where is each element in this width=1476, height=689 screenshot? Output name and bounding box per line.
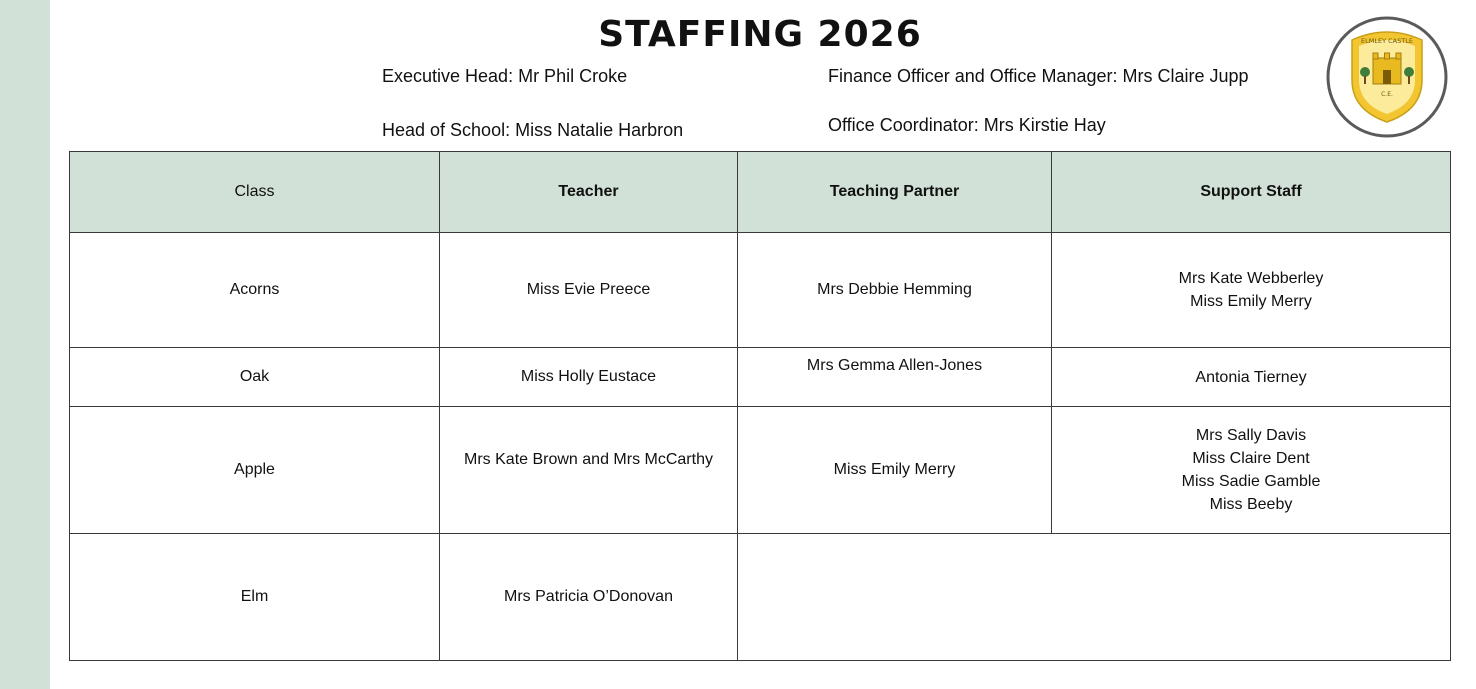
header-support-staff: Support Staff bbox=[1052, 152, 1451, 233]
support-staff-name: Mrs Kate Webberley bbox=[1178, 270, 1324, 287]
logo-subtext: C.E. bbox=[1381, 91, 1393, 98]
head-of-school: Head of School: Miss Natalie Harbron bbox=[382, 120, 684, 140]
cell-support-staff bbox=[1052, 407, 1451, 534]
cell-class: Oak bbox=[70, 348, 440, 407]
cell-teacher: Miss Holly Eustace bbox=[440, 348, 738, 407]
header-class: Class bbox=[70, 152, 440, 233]
table-row bbox=[70, 233, 1451, 348]
support-staff-name: Mrs Sally Davis bbox=[1195, 427, 1307, 444]
cell-support-staff bbox=[1052, 233, 1451, 348]
logo-text: ELMLEY CASTLE bbox=[1361, 37, 1413, 45]
table-row bbox=[70, 534, 1451, 661]
office-coordinator: Office Coordinator: Mrs Kirstie Hay bbox=[828, 115, 1106, 135]
cell-class: Acorns bbox=[70, 233, 440, 348]
table-row bbox=[70, 348, 1451, 407]
header-teaching-partner: Teaching Partner bbox=[738, 152, 1052, 233]
finance-officer: Finance Officer and Office Manager: Mrs Claire Jupp bbox=[828, 66, 1249, 86]
cell-teaching-partner bbox=[738, 348, 1052, 407]
cell-teaching-partner: Mrs Debbie Hemming bbox=[738, 233, 1052, 348]
cell-class: Elm bbox=[70, 534, 440, 661]
teacher-name: Mrs Kate Brown and Mrs McCarthy bbox=[464, 451, 713, 468]
teaching-partner-name: Mrs Gemma Allen-Jones bbox=[806, 357, 983, 374]
cell-teaching-partner: Miss Emily Merry bbox=[738, 407, 1052, 534]
support-staff-name: Miss Beeby bbox=[1209, 496, 1293, 513]
executive-head: Executive Head: Mr Phil Croke bbox=[382, 66, 628, 86]
side-band bbox=[0, 0, 50, 689]
cell-support-staff bbox=[1052, 348, 1451, 407]
staffing-table bbox=[69, 151, 1451, 661]
page-title: STAFFING 2026 bbox=[598, 14, 922, 55]
header-teacher: Teacher bbox=[440, 152, 738, 233]
support-staff-name: Miss Claire Dent bbox=[1192, 450, 1310, 467]
support-staff-name: Miss Emily Merry bbox=[1190, 293, 1312, 310]
table-header-row bbox=[70, 152, 1451, 233]
table-row bbox=[70, 407, 1451, 534]
cell-teacher: Miss Evie Preece bbox=[440, 233, 738, 348]
cell-teacher bbox=[440, 407, 738, 534]
support-staff-name: Antonia Tierney bbox=[1195, 368, 1307, 386]
cell-teacher: Mrs Patricia O’Donovan bbox=[440, 534, 738, 661]
cell-empty bbox=[738, 534, 1451, 661]
support-staff-name: Miss Sadie Gamble bbox=[1181, 473, 1321, 490]
school-logo bbox=[1326, 16, 1448, 138]
cell-class: Apple bbox=[70, 407, 440, 534]
castle-icon bbox=[1373, 53, 1401, 84]
